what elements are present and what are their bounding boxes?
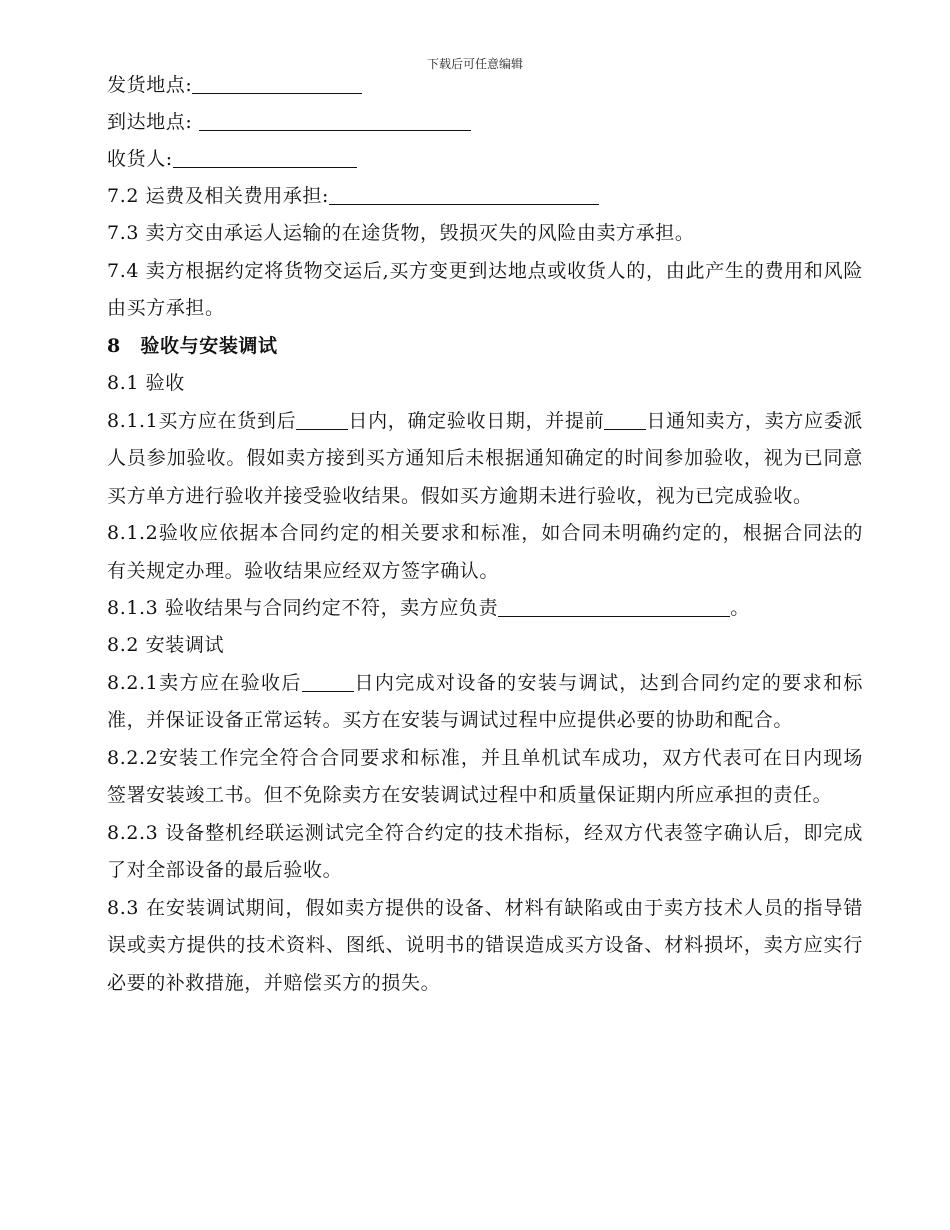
page-header-note: 下载后可任意编辑 bbox=[426, 57, 523, 71]
freight-cost-blank[interactable] bbox=[329, 184, 599, 205]
clause-8-2-1 bbox=[107, 665, 863, 740]
clause-8-1: 8.1 验收 bbox=[107, 372, 185, 394]
clause-8-2-1-part-a: 8.2.1卖方应在验收后 bbox=[107, 671, 302, 694]
clause-8-2-2: 8.2.2安装工作完全符合合同要求和标准，并且单机试车成功，双方代表可在日内现场签署安装竣工书。但不免除卖方在安装调试过程中和质量保证期内所应承担的责任。 bbox=[107, 746, 863, 806]
clause-8-1-2: 8.1.2验收应依据本合同约定的相关要求和标准，如合同未明确约定的，根据合同法的有关规定办理。验收结果应经双方签字确认。 bbox=[107, 522, 863, 582]
clause-8-1-1-part-a: 8.1.1买方应在货到后 bbox=[107, 409, 297, 432]
clause-8-2: 8.2 安装调试 bbox=[107, 634, 225, 656]
contract-body bbox=[107, 67, 863, 1002]
clause-8-2-3: 8.2.3 设备整机经联运测试完全符合约定的技术指标，经双方代表签字确认后，即完成了对全部设备的最后验收。 bbox=[107, 821, 863, 881]
shipping-from-blank[interactable] bbox=[192, 73, 362, 94]
clause-7-2 bbox=[107, 178, 863, 215]
responsibility-blank[interactable] bbox=[498, 596, 730, 617]
clause-8-3: 8.3 在安装调试期间，假如卖方提供的设备、材料有缺陷或由于卖方技术人员的指导错误或卖方提供的技术资料、图纸、说明书的错误造成买方设备、材料损坏，卖方应实行必要的补救措施，并赔偿买方的损失。 bbox=[107, 896, 863, 994]
notice-days-blank[interactable] bbox=[604, 409, 646, 430]
shipping-from-line bbox=[107, 67, 863, 104]
shipping-to-line bbox=[107, 104, 863, 141]
clause-7-2-text: 7.2 运费及相关费用承担: bbox=[107, 185, 330, 207]
shipping-to-label: 到达地点: bbox=[107, 111, 193, 133]
clause-8-1-3 bbox=[107, 590, 863, 627]
consignee-blank[interactable] bbox=[173, 147, 357, 168]
clause-8-1-1-part-c: 日通知卖方，卖方应委派人员参加验收。假如卖方接到买方通知后未根据通知确定的时间参加验收，视为已同意买方单方进行验收并接受验收结果。假如买方逾期未进行验收，视为已完成验收。 bbox=[107, 409, 863, 507]
clause-7-3: 7.3 卖方交由承运人运输的在途货物，毁损灭失的风险由卖方承担。 bbox=[107, 222, 695, 244]
clause-8-1-1-part-b: 日内，确定验收日期，并提前 bbox=[348, 409, 605, 432]
consignee-line bbox=[107, 141, 863, 178]
consignee-label: 收货人: bbox=[107, 148, 173, 170]
clause-8-2-1-part-b: 日内完成对设备的安装与调试，达到合同约定的要求和标准，并保证设备正常运转。买方在安装与调试过程中应提供必要的协助和配合。 bbox=[107, 671, 863, 731]
clause-7-4: 7.4 卖方根据约定将货物交运后,买方变更到达地点或收货人的，由此产生的费用和风险由买方承担。 bbox=[107, 259, 863, 319]
clause-8-1-3-part-a: 8.1.3 验收结果与合同约定不符，卖方应负责 bbox=[107, 597, 499, 619]
delivery-days-blank[interactable] bbox=[296, 409, 348, 430]
shipping-to-blank[interactable] bbox=[199, 110, 471, 131]
installation-days-blank[interactable] bbox=[302, 671, 354, 692]
section-8-heading: 8 验收与安装调试 bbox=[107, 334, 278, 357]
clause-8-1-1 bbox=[107, 403, 863, 516]
clause-8-1-3-part-b: 。 bbox=[730, 597, 750, 619]
shipping-from-label: 发货地点: bbox=[107, 74, 193, 96]
